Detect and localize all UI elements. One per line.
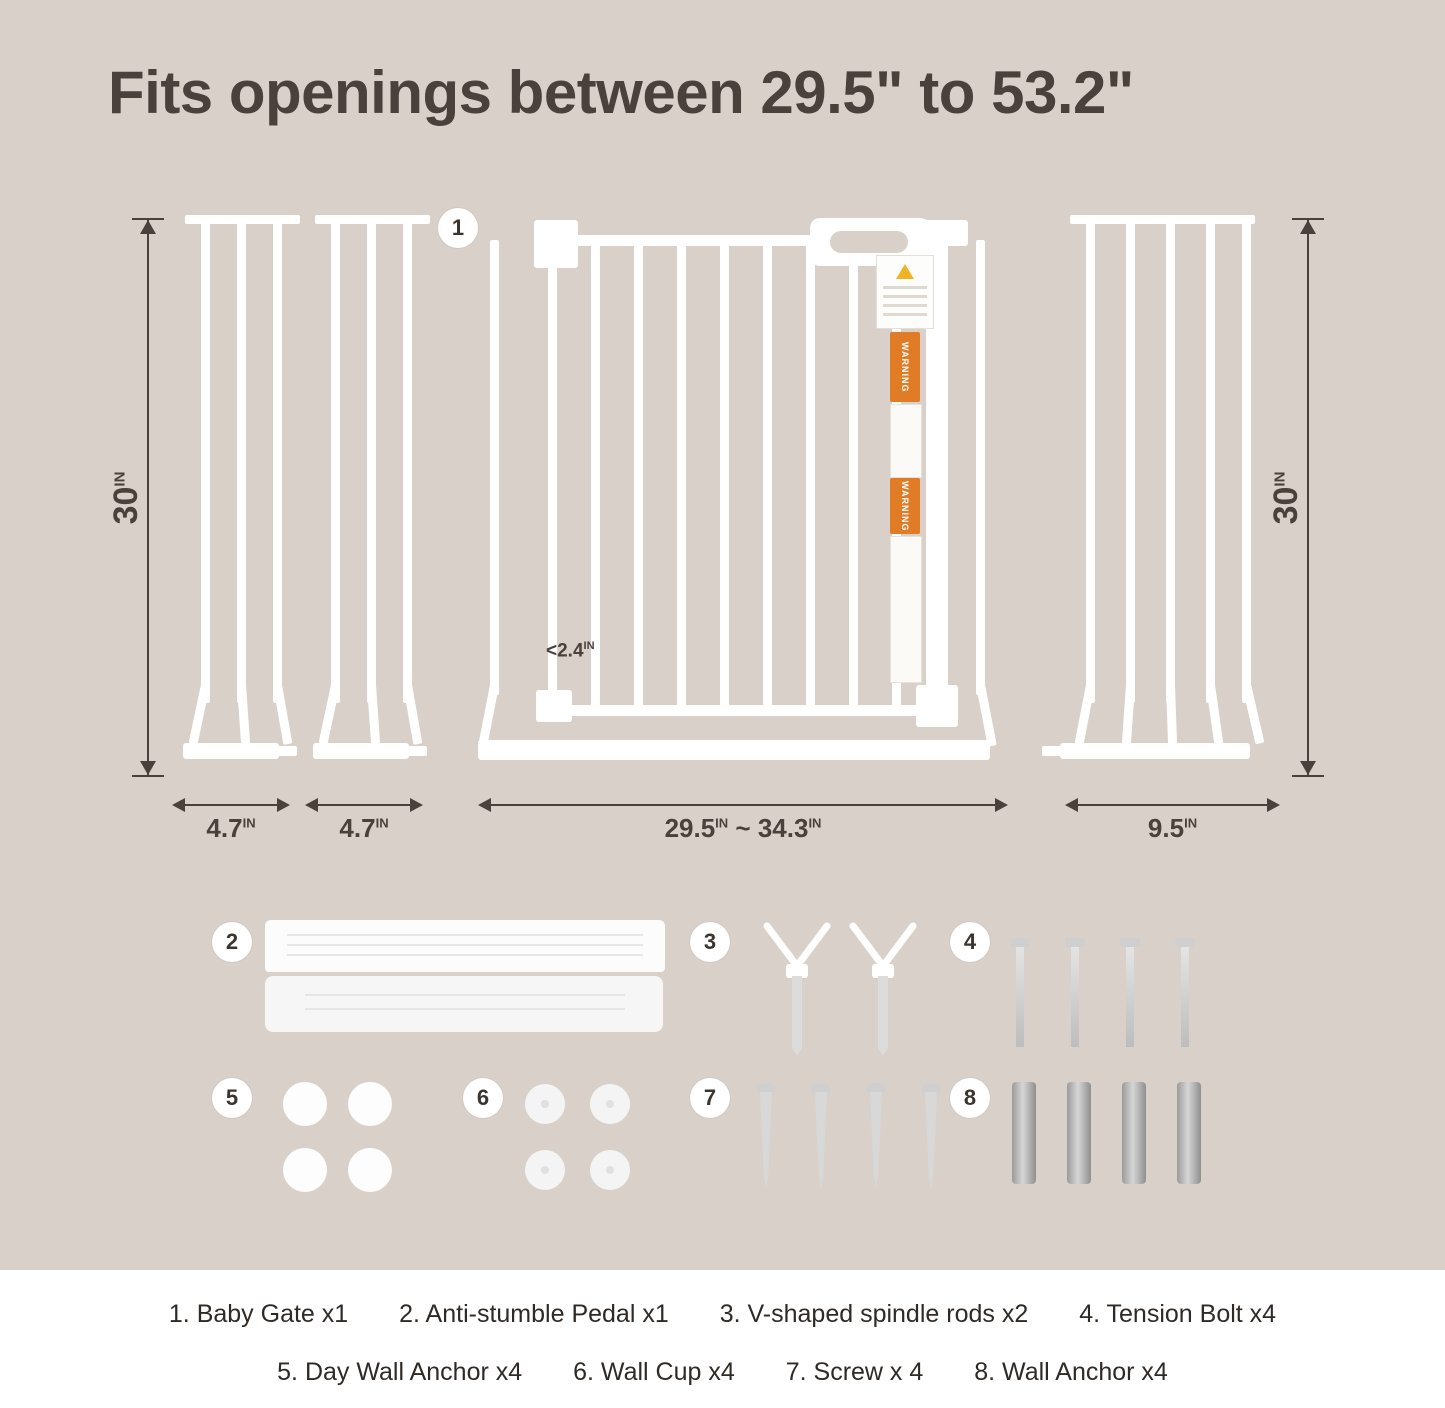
dimension-line [488,804,998,806]
gate-handle-slot [830,231,908,253]
panel-bar [1206,223,1215,703]
arrow-down-icon [140,761,156,775]
panel-bar [1166,223,1175,703]
panel-bar-curve [1206,684,1223,745]
sticker-line [883,295,927,298]
part-wall-cup [525,1150,565,1190]
width-dimension-gate [478,795,1008,843]
bolt-head [1065,938,1085,947]
panel-foot-nub [277,746,297,756]
panel-bar-curve [189,684,210,745]
gate-right-upright-curve [976,684,997,747]
gate-left-upright-curve [478,684,499,747]
callout-6: 6 [463,1078,503,1118]
sticker-line [883,286,927,289]
part-wall-cup [590,1084,630,1124]
part-day-wall-anchor [348,1148,392,1192]
pedal-upper [265,920,665,972]
part-wall-anchor [1122,1082,1146,1184]
dimension-cap-bottom [1292,775,1324,777]
width-dimension-ext-2 [305,795,423,843]
part-tension-bolt [1175,938,1195,1047]
legend-item-7: 7. Screw x 4 [785,1358,924,1386]
height-label-right: $30^{IN}$ [1266,471,1305,524]
panel-bar [331,223,340,703]
callout-5: 5 [212,1078,252,1118]
gate-bar [677,240,686,710]
extension-panel-large [1070,215,1255,780]
panel-bar [367,223,376,703]
pedal-groove [287,934,643,936]
callout-7: 7 [690,1078,730,1118]
legend-item-6: 6. Wall Cup x4 [573,1358,735,1386]
gate-bar [763,240,772,710]
panel-bar-curve [273,684,292,745]
callout-2: 2 [212,922,252,962]
width-dimension-ext-1 [172,795,290,843]
legend-item-3: 3. V-shaped spindle rods x2 [719,1300,1029,1328]
panel-bar [201,223,210,703]
part-screw [920,1082,942,1192]
panel-bar [403,223,412,703]
callout-3: 3 [690,922,730,962]
part-v-spindle-rod-1 [762,918,832,1058]
gate-hinge-top [534,220,578,268]
legend-row-1 [0,1300,1445,1329]
part-wall-anchor [1177,1082,1201,1184]
width-label-gate: $29.5^{IN}$ ~ $34.3^{IN}$ [664,813,822,843]
panel-bar [1086,223,1095,703]
wall-cup-hole [606,1166,614,1174]
panel-top-rail [1070,215,1255,224]
legend-item-1: 1. Baby Gate x1 [168,1300,349,1328]
dimension-cap-bottom [132,775,164,777]
gate-frame-bottom-rail [544,705,944,716]
part-day-wall-anchor [348,1082,392,1126]
main-baby-gate [478,200,998,780]
bolt-head [1175,938,1195,947]
part-anti-stumble-pedal [265,920,665,1035]
parts-list-diagram [0,890,1445,1210]
pedal-lower [265,976,663,1032]
bolt-shaft [1071,947,1079,1047]
panel-bar-curve [367,685,380,745]
panel-bar-curve [319,684,340,745]
part-day-wall-anchor [283,1148,327,1192]
panel-bar-curve [1075,684,1095,745]
sticker-line [883,313,927,316]
width-dimension-ext-large [1065,795,1280,843]
part-day-wall-anchor [283,1082,327,1126]
part-tension-bolt [1065,938,1085,1047]
gate-latch-bracket [916,685,958,727]
bolt-head [1010,938,1030,947]
arrow-up-icon [140,220,156,234]
gate-bar [849,240,858,710]
panel-bar [273,223,282,703]
part-wall-cup [525,1084,565,1124]
panel-foot [1060,743,1250,759]
gate-hinge-bottom [536,690,572,722]
panel-foot-nub [1042,746,1062,756]
panel-bar [1126,223,1135,703]
gate-base-bar [478,740,990,760]
part-v-spindle-rod-2 [848,918,918,1058]
part-wall-anchor [1067,1082,1091,1184]
dimension-line [1307,220,1309,775]
legend-item-5: 5. Day Wall Anchor x4 [277,1358,523,1386]
bolt-head [1120,938,1140,947]
legend-item-2: 2. Anti-stumble Pedal x1 [399,1300,669,1328]
dimension-line [315,804,413,806]
part-screw [865,1082,887,1192]
sticker-line [883,304,927,307]
instruction-label-long [890,536,922,683]
panel-foot [313,743,409,759]
arrow-down-icon [1300,761,1316,775]
dimension-line [182,804,280,806]
wall-cup-hole [541,1166,549,1174]
part-wall-cup [590,1150,630,1190]
panel-foot [183,743,279,759]
panel-bar-curve [237,685,250,745]
extension-panel-small-1 [185,215,300,780]
bolt-shaft [1016,947,1024,1047]
pedal-groove [305,994,625,996]
bolt-shaft [1181,947,1189,1047]
wall-cup-hole [606,1100,614,1108]
legend-item-8: 8. Wall Anchor x4 [974,1358,1168,1386]
pedal-groove [287,944,643,946]
gate-left-upright [490,240,499,695]
callout-1: 1 [438,208,478,248]
warning-triangle-icon [896,264,914,279]
instruction-label [890,404,922,478]
callout-4: 4 [950,922,990,962]
product-dimension-diagram [0,180,1445,880]
warning-strip-top: WARNING [890,332,920,402]
panel-bar-curve [1242,684,1264,744]
pedal-groove [305,1008,625,1010]
legend [0,1270,1445,1408]
panel-bar-curve [403,684,422,745]
height-dimension-left [106,210,168,785]
legend-item-4: 4. Tension Bolt x4 [1079,1300,1277,1328]
part-wall-anchor [1012,1082,1036,1184]
extension-panel-small-2 [315,215,430,780]
height-label-left: $30^{IN}$ [106,471,145,524]
height-dimension-right [1266,210,1328,785]
width-label-ext-1: $4.7^{IN}$ [206,813,256,843]
wall-cup-hole [541,1100,549,1108]
part-tension-bolt [1120,938,1140,1047]
dimension-line [147,220,149,775]
warning-strip-bottom: WARNING [890,478,920,534]
legend-row-2 [0,1358,1445,1387]
gate-bar [806,240,815,710]
width-label-ext-large: $9.5^{IN}$ [1147,813,1198,843]
width-label-ext-2: $4.7^{IN}$ [339,813,389,843]
gate-bar [720,240,729,710]
gate-bar [634,240,643,710]
panel-bar [1242,223,1251,703]
warning-sticker [876,255,934,329]
arrow-up-icon [1300,220,1316,234]
panel-bar-curve [1122,685,1135,745]
pedal-groove [287,954,643,956]
gate-right-upright [976,240,985,695]
part-screw [755,1082,777,1192]
page-title: Fits openings between 29.5" to 53.2" [108,59,1134,126]
bolt-shaft [1126,947,1134,1047]
panel-bar [237,223,246,703]
part-tension-bolt [1010,938,1030,1047]
part-screw [810,1082,832,1192]
bar-spacing-dimension: $<2.4^{IN}$ [546,640,595,662]
panel-bar-curve [1166,685,1177,745]
panel-foot-nub [407,746,427,756]
dimension-line [1075,804,1270,806]
callout-8: 8 [950,1078,990,1118]
